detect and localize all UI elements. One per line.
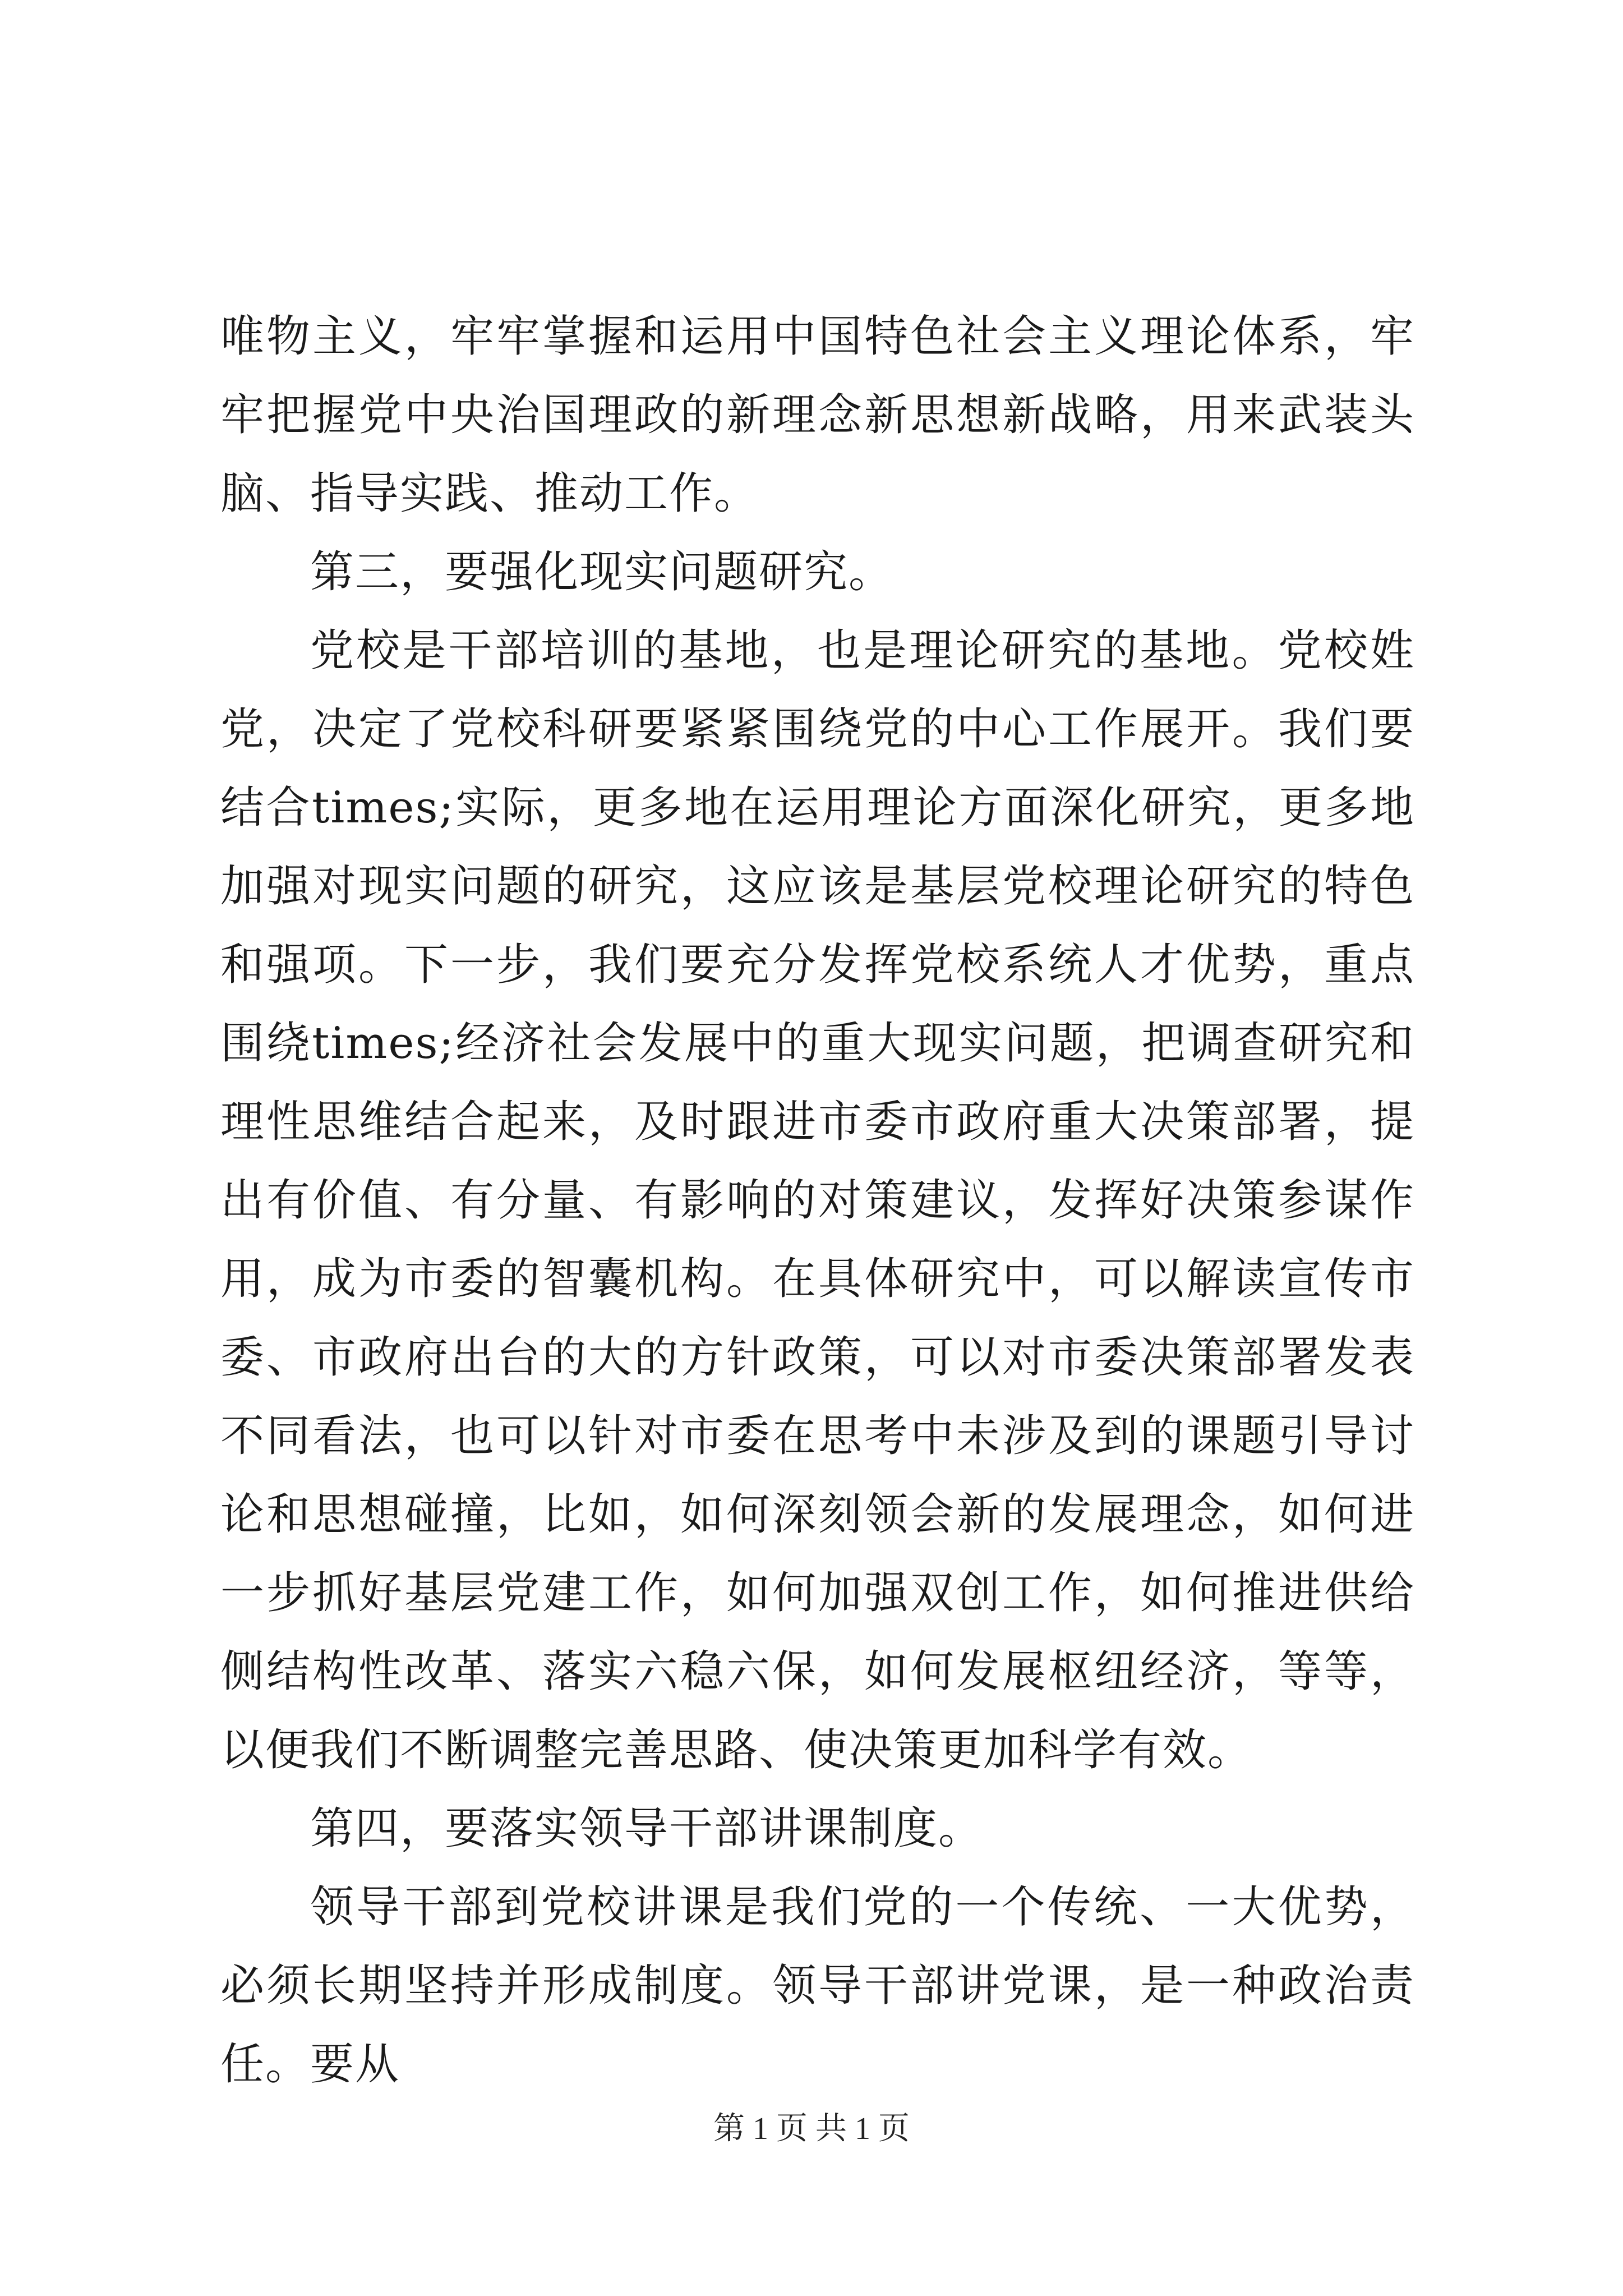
paragraph-5: 领导干部到党校讲课是我们党的一个传统、一大优势，必须长期坚持并形成制度。领导干部讲党课，是一种政治责任。要从	[220, 1882, 1415, 2090]
paragraph-3: 党校是干部培训的基地，也是理论研究的基地。党校姓党，决定了党校科研要紧紧围绕党的中心工作展开。我们要结合times;实际，更多地在运用理论方面深化研究，更多地加强对现实问题的研究，这应该是基层党校理论研究的特色和强项。下一步，我们要充分发挥党校系统人才优势，重点围绕times;经济社会发展中的重大现实问题，把调查研究和理性思维结合起来，及时跟进市委市政府重大决策部署，提出有价值、有分量、有影响的对策建议，发挥好决策参谋作用，成为市委的智囊机构。在具体研究中，可以解读宣传市委、市政府出台的大的方针政策，可以对市委决策部署发表不同看法，也可以针对市委在思考中未涉及到的课题引导讨论和思想碰撞，比如，如何深刻领会新的发展理念，如何进一步抓好基层党建工作，如何加强双创工作，如何推进供给侧结构性改革、落实六稳六保，如何发展枢纽经济，等等，以便我们不断调整完善思路、使决策更加科学有效。	[220, 625, 1415, 1775]
paragraph-1: 唯物主义，牢牢掌握和运用中国特色社会主义理论体系，牢牢把握党中央治国理政的新理念新思想新战略，用来武装头脑、指导实践、推动工作。	[220, 311, 1415, 519]
document-body	[220, 297, 1415, 2104]
paragraph-4-heading: 第四，要落实领导干部讲课制度。	[310, 1803, 984, 1854]
page-footer	[0, 2109, 1623, 2148]
page-number-label: 第 1 页 共 1 页	[713, 2111, 910, 2146]
paragraph-2-heading: 第三，要强化现实问题研究。	[310, 547, 894, 597]
